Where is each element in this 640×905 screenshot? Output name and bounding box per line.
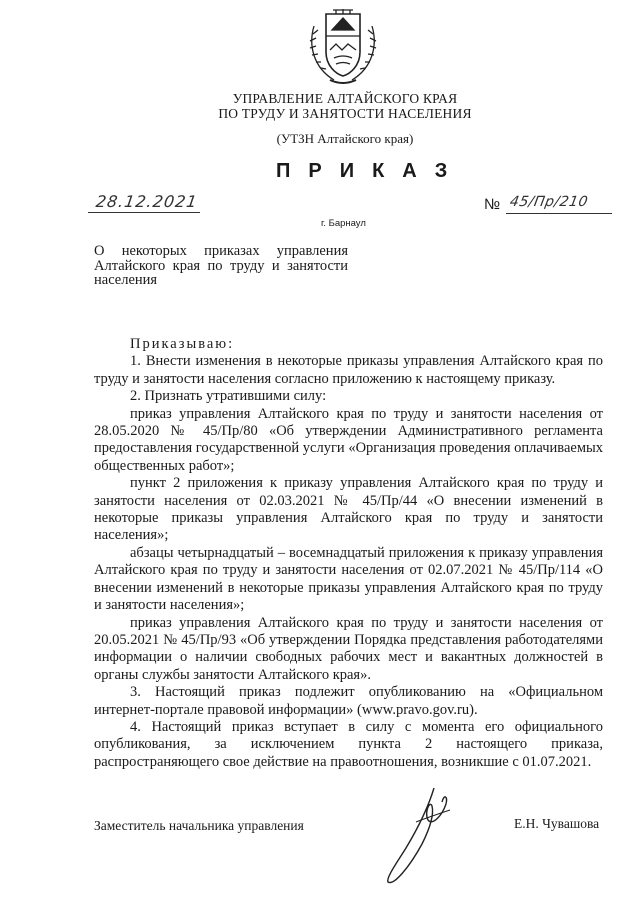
organization-abbreviation: (УТЗН Алтайского края) <box>276 131 414 146</box>
body-paragraph: 3. Настоящий приказ подлежит опубликованию на «Официальном интернет-портале правовой информации» (www.pravo.gov.ru). <box>94 684 603 718</box>
city-label: г. Барнаул <box>321 218 366 229</box>
body-paragraph: 1. Внести изменения в некоторые приказы управления Алтайского края по труду и занятости населения согласно приложению к настоящему приказу. <box>94 353 603 387</box>
organization-name-line-2: ПО ТРУДУ И ЗАНЯТОСТИ НАСЕЛЕНИЯ <box>218 106 472 121</box>
document-number: 45/Пр/210 <box>508 194 590 210</box>
document-body <box>94 336 603 771</box>
coat-of-arms-icon <box>300 6 386 88</box>
body-paragraph: абзацы четырнадцатый – восемнадцатый приложения к приказу управления Алтайского края по труду и занятости населения от 02.07.2021 № 45/Пр/114 «О внесении изменений в некоторые приказы управления Алтайского края по труду и занятости населения»; <box>94 544 603 614</box>
organization-name-line-1: УПРАВЛЕНИЕ АЛТАЙСКОГО КРАЯ <box>232 91 458 106</box>
handwritten-signature-icon <box>376 782 486 892</box>
body-paragraph: 4. Настоящий приказ вступает в силу с момента его официального опубликования, за исключением пункта 2 настоящего приказа, распространяющего свое действие на правоотношения, возникшие с 01.07.2021. <box>94 718 603 770</box>
document-subject: О некоторых приказах управления Алтайского края по труду и занятости населения <box>94 243 348 288</box>
body-paragraph: 2. Признать утратившими силу: <box>130 388 327 405</box>
body-paragraph: приказ управления Алтайского края по труду и занятости населения от 28.05.2020 № 45/Пр/80 «Об утверждении Административного регламента предоставления государственной услуги «Организация проведения оплачиваемых общественных работ»; <box>94 405 603 474</box>
document-number-label: № <box>484 196 501 213</box>
signatory-name: Е.Н. Чувашова <box>514 816 600 831</box>
document-date: 28.12.2021 <box>94 192 199 211</box>
number-underline <box>506 213 612 214</box>
body-paragraph: приказ управления Алтайского края по труду и занятости населения от 20.05.2021 № 45/Пр/93 «Об утверждении Порядка представления работодателями информации о наличии свободных рабочих мест и вакантных должностей в органы службы занятости Алтайского края». <box>94 614 603 683</box>
date-underline <box>88 212 200 213</box>
body-paragraph: пункт 2 приложения к приказу управления Алтайского края по труду и занятости населения от 02.03.2021 № 45/Пр/44 «О внесении изменений в некоторые приказы управления Алтайского края по труду и занятости населения»; <box>94 475 603 544</box>
document-type-title: ПРИКАЗ <box>276 160 466 182</box>
signatory-position: Заместитель начальника управления <box>94 818 304 833</box>
body-paragraph-order: Приказываю: <box>130 336 235 352</box>
